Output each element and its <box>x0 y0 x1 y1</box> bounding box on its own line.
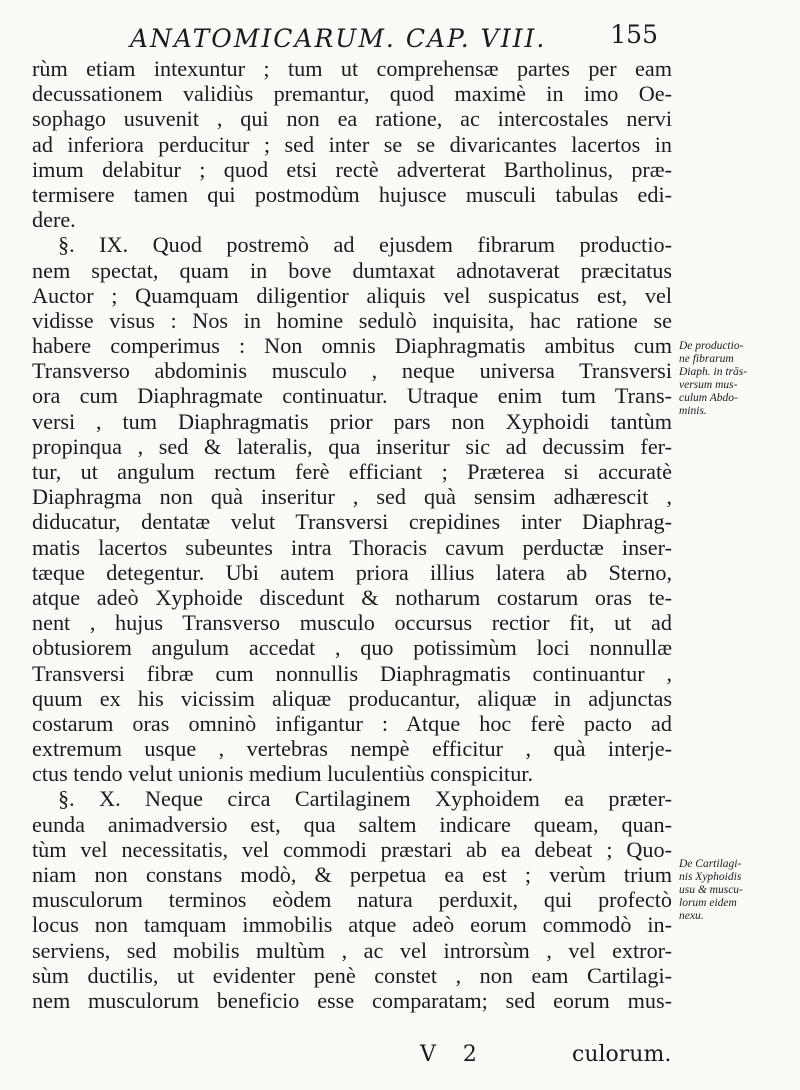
text-line: decussationem validiùs premantur, quod maximè in imo Oe- <box>32 81 672 107</box>
margin-note-line: Diaph. in trās- <box>679 366 748 378</box>
section-heading-line: §. X. Neque circa Cartilaginem Xyphoidem ea præter- <box>58 786 672 812</box>
catchword: culorum. <box>572 1042 672 1067</box>
text-line: ad inferiora perducitur ; sed inter se se divaricantes lacertos in <box>32 131 672 157</box>
text-line: tùm vel necessitatis, vel commodi præstari ab ea debeat ; Quo- <box>32 836 672 862</box>
text-line: quum ex his vicissim aliquæ producantur, aliquæ in adjunctas <box>32 685 672 711</box>
margin-note-line: ne fibrarum <box>679 353 734 365</box>
text-line: Auctor ; Quamquam diligentior aliquis vel suspicatus est, vel <box>32 282 672 308</box>
body-text <box>32 56 672 1013</box>
text-line: atque adeò Xyphoide discedunt & notharum costarum oras te- <box>32 584 672 610</box>
running-title: ANATOMICARUM. CAP. VIII. <box>130 24 547 53</box>
margin-note-cartilago <box>679 858 785 923</box>
text-line: sophago usuvenit , qui non ea ratione, ac intercostales nervi <box>32 106 672 132</box>
text-line: locus non tamquam immobilis atque adeò eorum commodò in- <box>32 912 672 938</box>
text-line: versi , tum Diaphragmatis prior pars non Xyphoidi tantùm <box>32 408 672 434</box>
text-line: vidisse visus : Nos in homine sedulò inquisita, hac ratione se <box>32 307 672 333</box>
text-line: Transversi fibræ cum nonnullis Diaphragmatis continuantur , <box>32 660 672 686</box>
text-line: nent , hujus Transverso musculo occursus rectior fit, ut ad <box>32 610 672 636</box>
text-line: ora cum Diaphragmate continuatur. Utraque enim tum Trans- <box>32 383 672 409</box>
section-heading-line: §. IX. Quod postremò ad ejusdem fibrarum productio- <box>58 232 672 258</box>
margin-note-line: usu & muscu- <box>679 884 743 896</box>
text-line: diducatur, dentatæ velut Transversi crepidines inter Diaphrag- <box>32 509 672 535</box>
margin-note-line: De Cartilagi- <box>679 858 742 870</box>
page-header <box>30 18 670 52</box>
text-line: propinqua , sed & lateralis, qua inseritur sic ad decussim fer- <box>32 433 672 459</box>
text-line: eunda animadversio est, qua saltem indicare queam, quan- <box>32 811 672 837</box>
margin-note-line: culum Abdo- <box>679 392 738 404</box>
text-line: rùm etiam intexuntur ; tum ut comprehensæ partes per eam <box>32 56 672 81</box>
text-line: musculorum terminos eòdem natura perduxit, qui profectò <box>32 887 672 913</box>
text-line: dere. <box>32 207 76 233</box>
text-line: costarum oras omninò infigantur : Atque hoc ferè pacto ad <box>32 710 672 736</box>
text-line: termisere tamen qui postmodùm hujusce musculi tabulas edi- <box>32 181 672 207</box>
text-line: Diaphragma non quà inseritur , sed quà sensim adhærescit , <box>32 484 672 510</box>
text-line: tæque detegentur. Ubi autem priora illius latera ab Sterno, <box>32 559 672 585</box>
text-line: sùm ductilis, ut evidenter penè constet , non eam Cartilagi- <box>32 962 672 988</box>
text-line: extremum usque , vertebras nempè efficitur , quà interje- <box>32 736 672 762</box>
margin-note-line: De productio- <box>679 340 744 352</box>
page-number: 155 <box>610 20 658 49</box>
text-line: imum delabitur ; quod etsi rectè adverterat Bartholinus, præ- <box>32 156 672 182</box>
margin-note-line: nis Xyphoidis <box>679 871 742 883</box>
text-line: obtusiorem angulum accedat , quo potissimùm loci nonnullæ <box>32 635 672 661</box>
text-line: serviens, sed mobilis multùm , ac vel introrsùm , vel extror- <box>32 937 672 963</box>
margin-note-line: lorum eidem <box>679 897 737 909</box>
margin-note-line: nexu. <box>679 910 704 922</box>
text-line: tur, ut angulum rectum ferè efficiant ; Præterea si accuratè <box>32 459 672 484</box>
text-line: nem musculorum beneficio esse comparatam; sed eorum mus- <box>32 987 672 1013</box>
margin-note-line: versum mus- <box>679 379 738 391</box>
text-line: Transverso abdominis musculo , neque universa Transversi <box>32 358 672 384</box>
text-line: habere comperimus : Non omnis Diaphragmatis ambitus cum <box>32 333 672 359</box>
text-line: niam non constans modò, & perpetua ea est ; verùm trium <box>32 862 672 887</box>
text-line: ctus tendo velut unionis medium luculentiùs conspicitur. <box>32 761 534 787</box>
margin-note-productio <box>679 340 785 418</box>
margin-note-line: minis. <box>679 405 707 417</box>
text-line: matis lacertos subeuntes intra Thoracis cavum perductæ inser- <box>32 534 672 560</box>
signature-mark: V 2 <box>420 1042 487 1067</box>
text-line: nem spectat, quam in bove dumtaxat adnotaverat præcitatus <box>32 257 672 283</box>
page-footer <box>0 1040 800 1080</box>
